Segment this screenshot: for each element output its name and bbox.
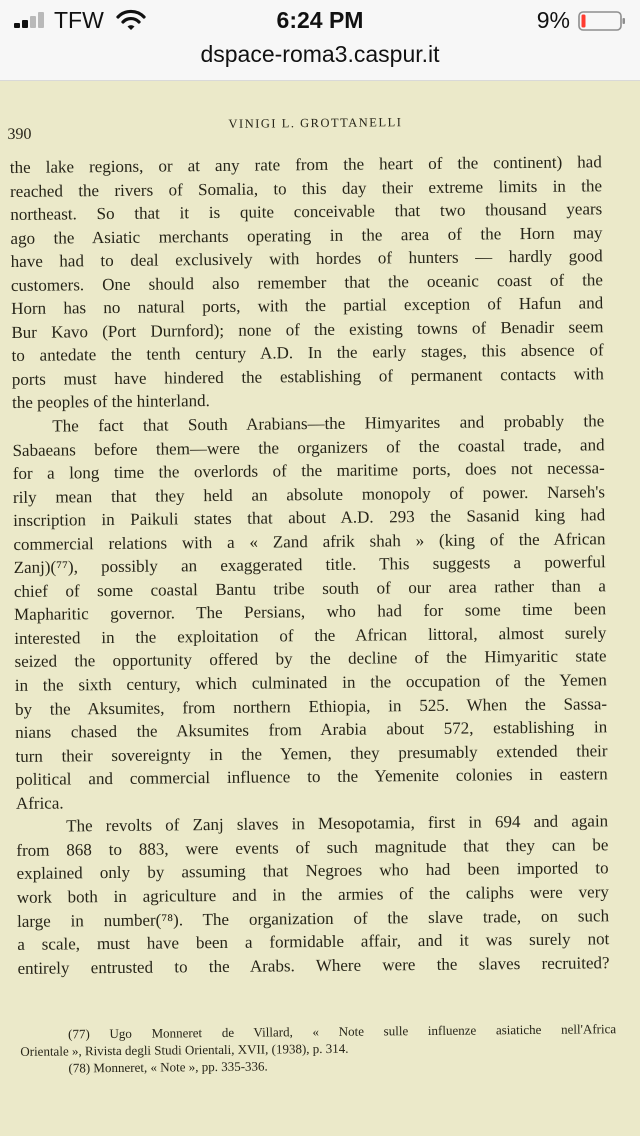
text-line: for a long time the overlords of the maritime ports, does not necessa-: [12, 458, 605, 484]
text-line: ports must have hindered the establishing of permanent contacts with: [11, 364, 604, 389]
text-line: rily mean that they held an absolute monopoly of power. Narseh's: [12, 481, 606, 507]
text-line: chief of some coastal Bantu tribe south of our area rather than a: [13, 576, 606, 601]
text-line: Zanj)(⁷⁷), possibly an exaggerated title. This suggests a powerful: [13, 552, 606, 578]
text-line: in the sixth century, which culminated in the occupation of the Yemen: [14, 670, 607, 695]
running-head: VINIGI L. GROTTANELLI: [228, 115, 403, 131]
carrier-name: TFW: [54, 7, 104, 33]
battery-percentage: 9%: [536, 7, 570, 33]
text-line: the peoples of the hinterland.: [11, 391, 210, 413]
text-line: turn their sovereignty in the Yemen, they presumably extended their: [15, 740, 608, 766]
footnote-line: (77) Ugo Monneret de Villard, « Note sulle influenze asiatiche nell'Africa: [68, 1021, 617, 1042]
text-line: by the Aksumites, from northern Ethiopia, in 525. When the Sassa-: [14, 693, 608, 719]
text-line: to antedate the tenth century A.D. In the early stages, this absence of: [11, 340, 604, 366]
text-line: reached the rivers of Somalia, to this day their extreme limits in the: [9, 175, 603, 201]
text-line: large in number(⁷⁸). The organization of the slave trade, on such: [16, 905, 610, 931]
text-line: commercial relations with a « Zand afrik shah » (king of the African: [13, 529, 606, 554]
text-line: from 868 to 883, were events of such magnitude that they can be: [16, 835, 609, 860]
scanned-page: [0, 81, 640, 1136]
body-text: [10, 150, 610, 980]
page-number: 390: [7, 125, 32, 143]
text-line: The revolts of Zanj slaves in Mesopotamia, first in 694 and again: [66, 811, 609, 836]
text-line: the lake regions, or at any rate from the heart of the continent) had: [9, 152, 602, 177]
text-line: Africa.: [15, 793, 64, 813]
text-line: Mapharitic governor. The Persians, who had for some time been: [14, 599, 607, 625]
text-line: ago the Asiatic merchants operating in the area of the Horn may: [10, 222, 603, 248]
battery-low-icon: [578, 11, 626, 31]
text-line: The fact that South Arabians—the Himyarites and probably the: [52, 411, 605, 436]
footnote-line: (78) Monneret, « Note », pp. 335-336.: [68, 1058, 268, 1076]
footnote-line: Orientale », Rivista degli Studi Orientali, XVII, (1938), p. 314.: [20, 1040, 349, 1059]
text-line: inscription in Paikuli states that about A.D. 293 the Sasanid king had: [13, 505, 606, 531]
text-line: work both in agriculture and in the armies of the caliphs were very: [16, 882, 609, 907]
url-text[interactable]: dspace-roma3.caspur.it: [200, 41, 440, 67]
scanned-page-content: [0, 81, 640, 1136]
text-line: a scale, must have been a formidable affair, and it was surely not: [17, 929, 610, 954]
text-line: explained only by assuming that Negroes who had been imported to: [16, 858, 609, 884]
text-line: customers. One should also remember that the oceanic coast of the: [10, 270, 604, 295]
text-line: Bur Kavo (Port Durnford); none of the existing towns of Benadir seem: [11, 317, 604, 342]
clock: 6:24 PM: [276, 7, 364, 33]
address-bar[interactable]: [0, 40, 640, 81]
text-line: political and commercial influence to the Yemenite colonies in eastern: [15, 764, 608, 790]
text-line: Horn has no natural ports, with the partial exception of Hafun and: [11, 293, 604, 319]
status-bar: [0, 0, 640, 40]
text-line: have had to deal exclusively with hordes of hunters — hardly good: [10, 246, 603, 272]
text-line: interested in the exploitation of the African littoral, almost surely: [14, 623, 607, 648]
text-line: seized the opportunity offered by the decline of the Himyaritic state: [14, 646, 607, 672]
footnotes: [20, 1020, 616, 1077]
text-line: northeast. So that it is quite conceivable that two thousand years: [10, 199, 603, 225]
text-line: Sabaeans before them—were the organizers of the coastal trade, and: [12, 434, 605, 460]
text-line: nians chased the Aksumites from Arabia about 572, establishing in: [15, 717, 608, 743]
text-line: entirely entrusted to the Arabs. Where were the slaves recruited?: [17, 952, 610, 978]
